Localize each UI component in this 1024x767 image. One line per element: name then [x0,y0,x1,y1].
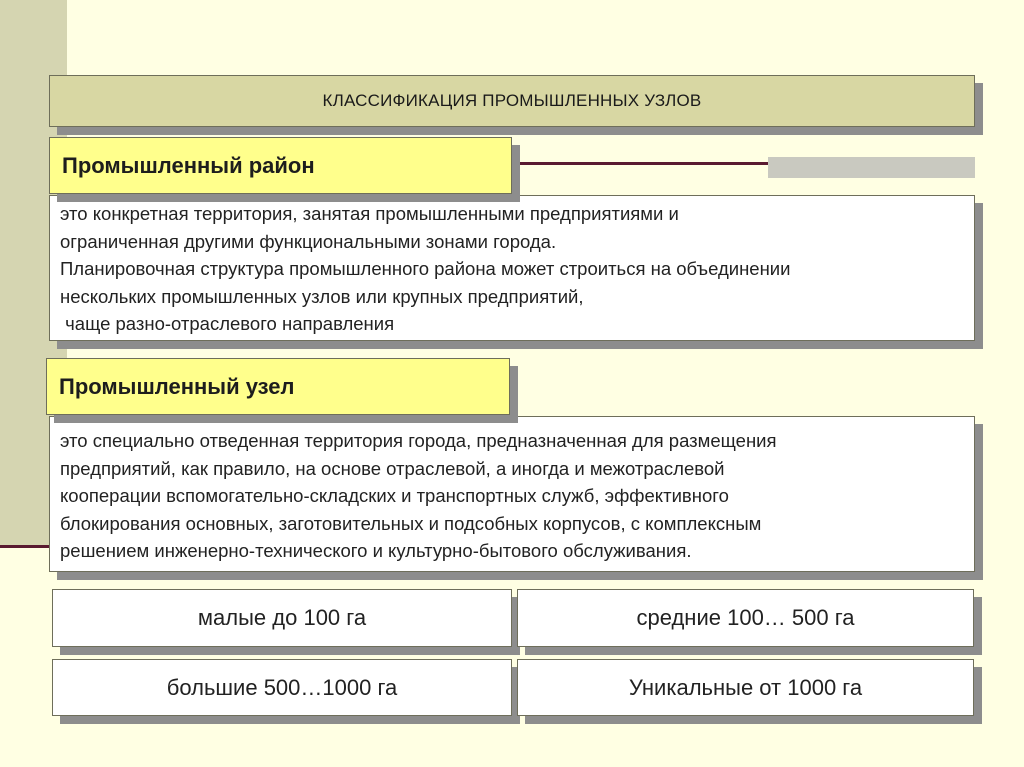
size-medium-label: средние 100… 500 га [636,605,855,630]
size-small-label: малые до 100 га [197,605,367,630]
page-title-text: КЛАССИФИКАЦИЯ ПРОМЫШЛЕННЫХ УЗЛОВ [322,91,702,110]
page-title [49,75,975,127]
node-heading-text: Промышленный узел [59,373,295,399]
size-unique-box [517,659,974,716]
size-large-label: большие 500…1000 га [166,674,398,700]
district-line-3: Планировочная структура промышленного района может строиться на объединении [60,258,791,279]
district-line-5: чаще разно-отраслевого направления [60,313,395,334]
district-definition-box [49,195,975,341]
node-heading [46,358,510,415]
node-line-2: предприятий, как правило, на основе отраслевой, а иногда и межотраслевой [60,457,725,479]
node-line-5: решением инженерно-технического и культурно-бытового обслуживания. [60,540,692,561]
district-heading [49,137,512,194]
node-line-4: блокирования основных, заготовительных и подсобных корпусов, с комплексным [60,512,762,534]
gray-accent-bar [768,157,975,178]
node-line-3: кооперации вспомогательно-складских и транспортных служб, эффективного [60,485,729,506]
district-line-1: это конкретная территория, занятая промышленными предприятиями и [60,203,679,224]
district-line-4: нескольких промышленных узлов или крупных предприятий, [60,285,584,307]
district-line-2: ограниченная другими функциональными зонами города. [60,230,557,252]
size-large-box [52,659,512,716]
size-unique-label: Уникальные от 1000 га [628,674,863,700]
district-heading-text: Промышленный район [62,152,315,178]
size-medium-box [517,589,974,647]
node-definition-box [49,416,975,572]
node-line-1: это специально отведенная территория города, предназначенная для размещения [60,430,777,451]
size-small-box [52,589,512,647]
